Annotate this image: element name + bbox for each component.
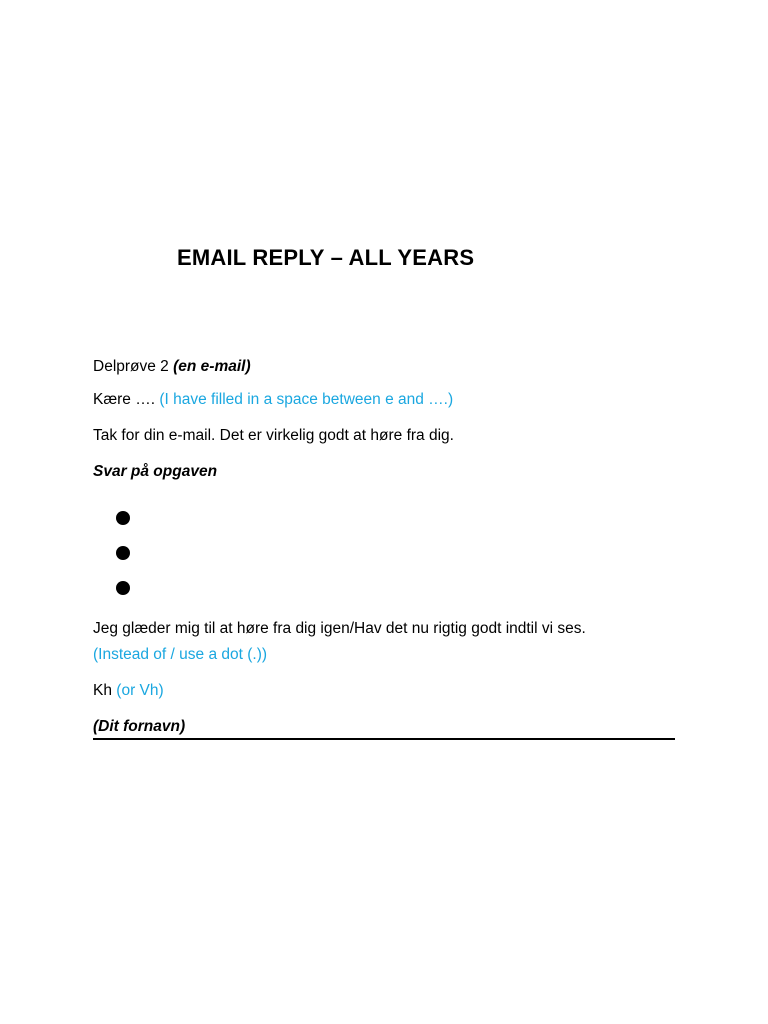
section-note: (en e-mail) bbox=[173, 358, 251, 375]
greeting-text: Kære …. bbox=[93, 391, 156, 408]
signature-placeholder: (Dit fornavn) bbox=[93, 718, 186, 735]
signoff-note: (or Vh) bbox=[116, 682, 164, 699]
section-line bbox=[93, 357, 251, 377]
signoff-text: Kh bbox=[93, 682, 112, 699]
thanks-line: Tak for din e-mail. Det er virkelig godt at høre fra dig. bbox=[93, 427, 454, 444]
task-heading: Svar på opgaven bbox=[93, 463, 218, 480]
bullet-point bbox=[116, 581, 130, 595]
greeting-line bbox=[93, 390, 453, 410]
closing-line: Jeg glæder mig til at høre fra dig igen/Hav det nu rigtig godt indtil vi ses. bbox=[93, 620, 586, 637]
signature-rule bbox=[93, 738, 675, 740]
closing-note: (Instead of / use a dot (.)) bbox=[93, 646, 268, 663]
signoff-line bbox=[93, 681, 164, 701]
bullet-point bbox=[116, 546, 130, 560]
greeting-note: (I have filled in a space between e and ….) bbox=[159, 391, 454, 408]
bullet-point bbox=[116, 511, 130, 525]
section-label: Delprøve 2 bbox=[93, 358, 169, 375]
document-title: EMAIL REPLY – ALL YEARS bbox=[177, 245, 475, 270]
